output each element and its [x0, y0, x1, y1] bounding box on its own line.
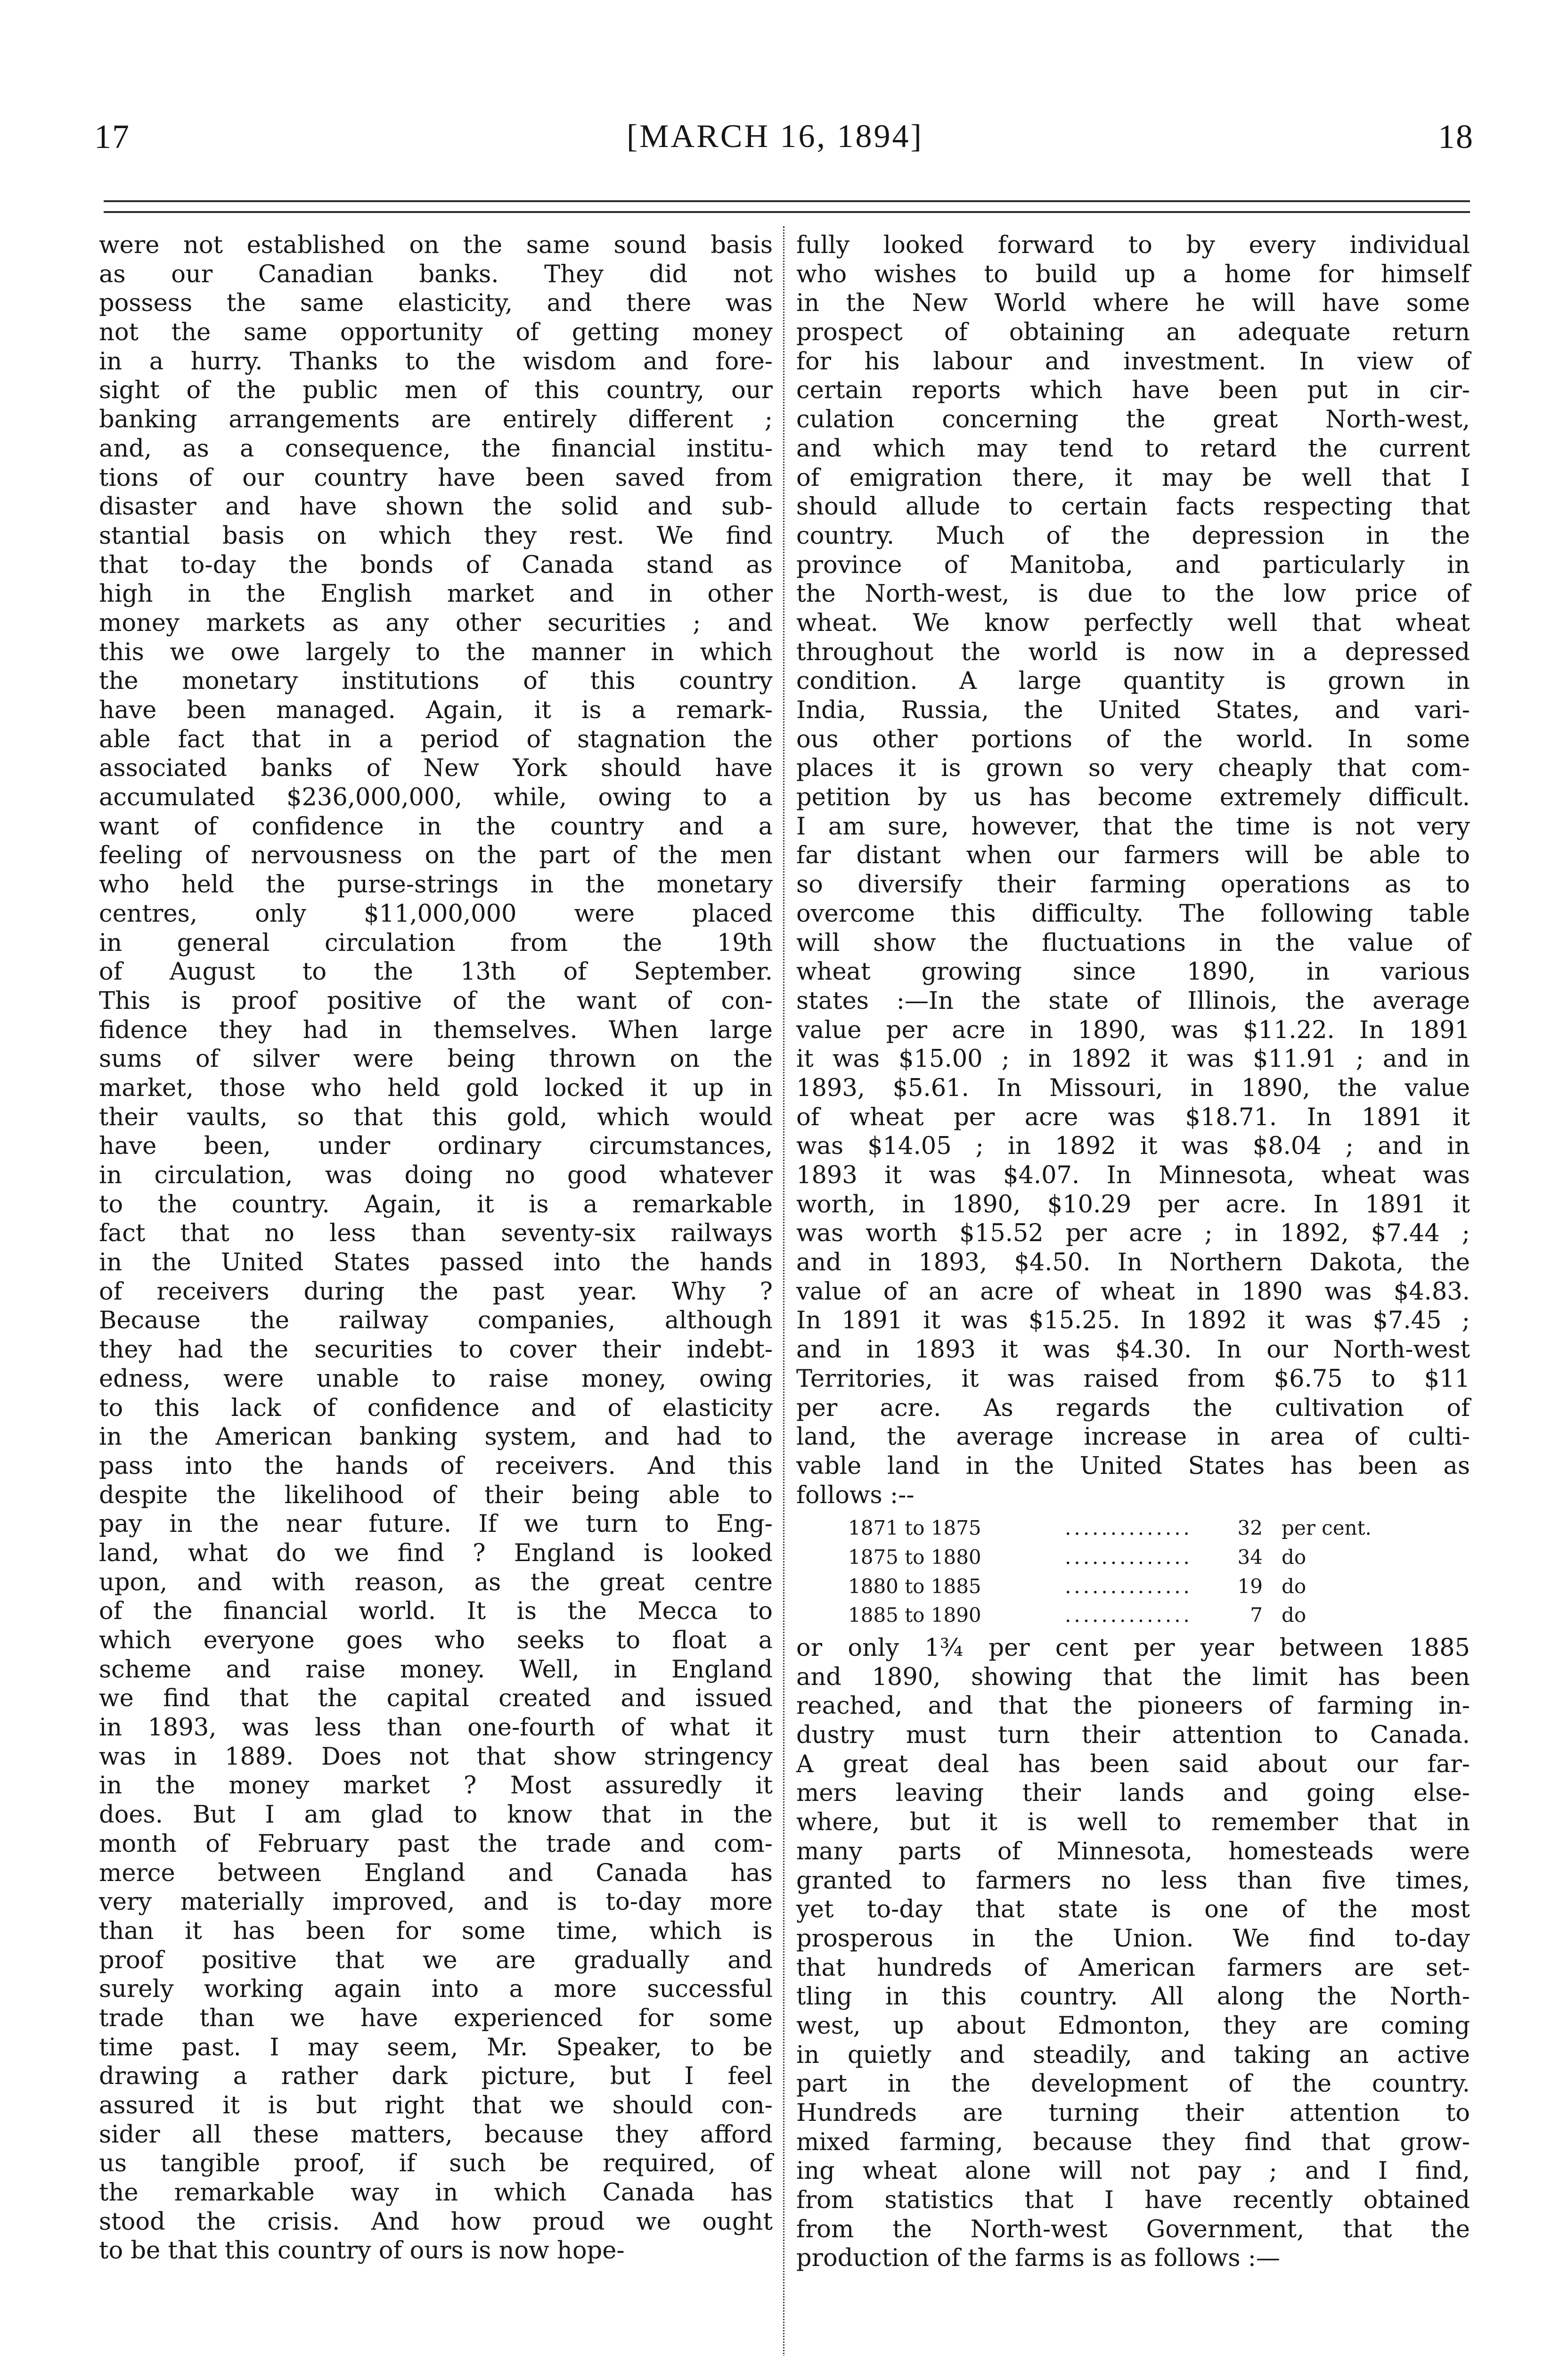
table-value: 19: [1237, 1574, 1263, 1598]
text-line: feeling of nervousness on the part of the men: [99, 842, 773, 870]
text-line: high in the English market and in other: [99, 580, 773, 608]
text-line: they had the securities to cover their indebt-: [99, 1336, 773, 1364]
table-unit: do: [1282, 1603, 1307, 1627]
text-line: the monetary institutions of this country: [99, 667, 773, 695]
text-line: centres, only $11,000,000 were placed: [99, 900, 773, 928]
text-line: follows :--: [796, 1481, 915, 1509]
text-line: mixed farming, because they find that grow-: [796, 2128, 1470, 2156]
text-line: market, those who held gold locked it up in: [99, 1074, 773, 1102]
page-header: [0, 118, 1568, 160]
text-line: and in 1893, $4.50. In Northern Dakota, the: [796, 1249, 1470, 1277]
text-line: sight of the public men of this country, our: [99, 376, 773, 405]
text-line: culation concerning the great North-west,: [796, 406, 1470, 434]
table-leader-dots: ..............: [1065, 1516, 1192, 1540]
text-line: sider all these matters, because they afford: [99, 2120, 773, 2149]
table-row: [848, 1543, 1470, 1572]
table-unit: do: [1282, 1574, 1307, 1598]
text-line: associated banks of New York should have: [99, 754, 773, 783]
text-line: will show the fluctuations in the value of: [796, 929, 1470, 957]
table-period: 1875 to 1880: [848, 1545, 981, 1569]
text-line: prospect of obtaining an adequate return: [796, 319, 1470, 347]
text-line: throughout the world is now in a depressed: [796, 638, 1470, 666]
text-line: want of confidence in the country and a: [99, 812, 773, 841]
text-line: to the country. Again, it is a remarkable: [99, 1190, 773, 1219]
table-period: 1885 to 1890: [848, 1603, 981, 1627]
text-line: wheat growing since 1890, in various: [796, 958, 1470, 986]
text-line: Hundreds are turning their attention to: [796, 2099, 1470, 2127]
text-line: for his labour and investment. In view of: [796, 347, 1470, 376]
header-rule-top: [104, 200, 1470, 202]
text-line: able fact that in a period of stagnation the: [99, 725, 773, 753]
text-line: in the New World where he will have some: [796, 289, 1470, 318]
text-line: in circulation, was doing no good whatever: [99, 1162, 773, 1189]
text-line: province of Manitoba, and particularly in: [796, 551, 1470, 579]
page-number-left: 17: [94, 118, 130, 155]
text-line: as our Canadian banks. They did not: [99, 260, 773, 288]
text-line: and in 1893 it was $4.30. In our North-west: [796, 1336, 1470, 1364]
table-period: 1871 to 1875: [848, 1516, 981, 1540]
text-line: sums of silver were being thrown on the: [99, 1045, 773, 1073]
text-line: tling in this country. All along the North-: [796, 1983, 1470, 2011]
text-line: surely working again into a more successful: [99, 1975, 773, 2004]
right-column-bottom-text: [796, 1634, 1470, 2273]
text-line: scheme and raise money. Well, in England: [99, 1655, 773, 1684]
page-number-right: 18: [1438, 118, 1474, 155]
text-line: it was $15.00 ; in 1892 it was $11.91 ; and in: [796, 1045, 1470, 1073]
table-row: [848, 1601, 1470, 1630]
text-line: was in 1889. Does not that show stringency: [99, 1742, 773, 1771]
text-line: the remarkable way in which Canada has: [99, 2179, 773, 2207]
text-line: In 1891 it was $15.25. In 1892 it was $7.45 ;: [796, 1307, 1470, 1335]
text-line: ing wheat alone will not pay ; and I find,: [796, 2157, 1470, 2185]
text-line: edness, were unable to raise money, owing: [99, 1365, 773, 1393]
text-line: than it has been for some time, which is: [99, 1917, 773, 1945]
text-line: production of the farms is as follows :—: [796, 2244, 1280, 2273]
table-row: [848, 1572, 1470, 1601]
text-line: certain reports which have been put in cir-: [796, 376, 1470, 405]
text-line: accumulated $236,000,000, while, owing to a: [99, 784, 773, 812]
text-line: we find that the capital created and issued: [99, 1685, 773, 1713]
text-line: tions of our country have been saved from: [99, 464, 773, 492]
text-line: and, as a consequence, the financial institu-: [99, 434, 773, 463]
text-line: per acre. As regards the cultivation of: [796, 1394, 1470, 1422]
text-line: land, what do we find ? England is looked: [99, 1539, 773, 1567]
text-line: from statistics that I have recently obtained: [796, 2186, 1470, 2215]
text-line: that hundreds of American farmers are set-: [796, 1954, 1470, 1982]
text-line: 1893 it was $4.07. In Minnesota, wheat was: [796, 1162, 1470, 1189]
table-value: 34: [1237, 1545, 1263, 1569]
text-line: of receivers during the past year. Why ?: [99, 1277, 773, 1306]
text-line: I am sure, however, that the time is not very: [796, 812, 1470, 841]
text-line: This is proof positive of the want of con-: [99, 987, 773, 1015]
text-line: which everyone goes who seeks to float a: [99, 1627, 773, 1654]
text-line: was worth $15.52 per acre ; in 1892, $7.44 ;: [796, 1219, 1470, 1248]
text-line: of the financial world. It is the Mecca to: [99, 1597, 773, 1626]
text-line: mers leaving their lands and going else-: [796, 1779, 1470, 1808]
text-line: wheat. We know perfectly well that wheat: [796, 609, 1470, 637]
table-value: 32: [1237, 1516, 1263, 1540]
text-line: disaster and have shown the solid and sub-: [99, 493, 773, 521]
text-line: their vaults, so that this gold, which would: [99, 1103, 773, 1131]
text-line: so diversify their farming operations as to: [796, 871, 1470, 899]
text-line: drawing a rather dark picture, but I feel: [99, 2062, 773, 2091]
text-line: stood the crisis. And how proud we ought: [99, 2208, 773, 2236]
text-line: month of February past the trade and com-: [99, 1830, 773, 1858]
text-line: Territories, it was raised from $6.75 to $11: [796, 1365, 1470, 1393]
text-line: in the United States passed into the hands: [99, 1249, 773, 1277]
table-leader-dots: ..............: [1065, 1574, 1192, 1598]
text-line: in quietly and steadily, and taking an active: [796, 2041, 1470, 2069]
text-line: fidence they had in themselves. When large: [99, 1016, 773, 1044]
text-line: that to-day the bonds of Canada stand as: [99, 551, 773, 579]
text-line: where, but it is well to remember that in: [796, 1808, 1470, 1837]
text-line: in 1893, was less than one-fourth of what it: [99, 1714, 773, 1742]
text-line: ous other portions of the world. In some: [796, 725, 1470, 753]
text-line: yet to-day that state is one of the most: [796, 1896, 1470, 1924]
text-line: and which may tend to retard the current: [796, 434, 1470, 463]
text-line: country. Much of the depression in the: [796, 522, 1470, 550]
left-column: [99, 231, 773, 2266]
text-line: the North-west, is due to the low price of: [796, 580, 1470, 608]
text-line: was $14.05 ; in 1892 it was $8.04 ; and in: [796, 1132, 1470, 1161]
text-line: money markets as any other securities ; and: [99, 609, 773, 637]
text-line: worth, in 1890, $10.29 per acre. In 1891 it: [796, 1190, 1470, 1219]
text-line: trade than we have experienced for some: [99, 2004, 773, 2032]
text-line: states :—In the state of Illinois, the average: [796, 987, 1470, 1015]
text-line: value per acre in 1890, was $11.22. In 1891: [796, 1016, 1470, 1044]
text-line: us tangible proof, if such be required, of: [99, 2150, 773, 2178]
text-line: pay in the near future. If we turn to Eng-: [99, 1510, 773, 1538]
text-line: to this lack of confidence and of elasticity: [99, 1394, 773, 1422]
text-line: who held the purse-strings in the monetary: [99, 871, 773, 899]
text-line: despite the likelihood of their being able to: [99, 1481, 773, 1509]
text-line: who wishes to build up a home for himself: [796, 260, 1470, 288]
header-date: [MARCH 16, 1894]: [627, 118, 923, 155]
text-line: fully looked forward to by every individual: [796, 231, 1470, 259]
text-line: should allude to certain facts respecting that: [796, 493, 1470, 521]
text-line: part in the development of the country.: [796, 2070, 1470, 2098]
text-line: were not established on the same sound basis: [99, 231, 773, 259]
table-unit: do: [1282, 1545, 1307, 1569]
text-line: from the North-west Government, that the: [796, 2215, 1470, 2243]
text-line: many parts of Minnesota, homesteads were: [796, 1837, 1470, 1865]
text-line: banking arrangements are entirely different ;: [99, 406, 773, 434]
text-line: west, up about Edmonton, they are coming: [796, 2012, 1470, 2040]
table-period: 1880 to 1885: [848, 1574, 981, 1598]
text-line: vable land in the United States has been as: [796, 1452, 1470, 1480]
text-line: in the American banking system, and had to: [99, 1423, 773, 1451]
table-row: [848, 1513, 1470, 1543]
right-column: [796, 231, 1470, 2273]
text-line: of August to the 13th of September.: [99, 958, 773, 986]
text-line: in general circulation from the 19th: [99, 929, 773, 957]
text-line: petition by us has become extremely difficult.: [796, 784, 1470, 812]
text-line: time past. I may seem, Mr. Speaker, to be: [99, 2033, 773, 2062]
text-line: overcome this difficulty. The following table: [796, 900, 1470, 928]
text-line: 1893, $5.61. In Missouri, in 1890, the value: [796, 1074, 1470, 1102]
table-leader-dots: ..............: [1065, 1545, 1192, 1569]
text-line: of emigration there, it may be well that I: [796, 464, 1470, 492]
text-line: in the money market ? Most assuredly it: [99, 1772, 773, 1800]
text-line: to be that this country of ours is now hope-: [99, 2237, 625, 2265]
text-line: very materially improved, and is to-day more: [99, 1888, 773, 1916]
text-line: value of an acre of wheat in 1890 was $4.83.: [796, 1277, 1470, 1306]
text-line: of wheat per acre was $18.71. In 1891 it: [796, 1103, 1470, 1131]
header-rule-bottom: [104, 211, 1470, 213]
text-line: have been managed. Again, it is a remark-: [99, 696, 773, 724]
text-line: granted to farmers no less than five times,: [796, 1866, 1470, 1895]
text-line: reached, and that the pioneers of farming in-: [796, 1692, 1470, 1720]
text-line: have been, under ordinary circumstances,: [99, 1132, 773, 1161]
text-line: assured it is but right that we should con-: [99, 2092, 773, 2119]
table-leader-dots: ..............: [1065, 1603, 1192, 1627]
text-line: condition. A large quantity is grown in: [796, 667, 1470, 695]
text-line: prosperous in the Union. We find to-day: [796, 1924, 1470, 1953]
text-line: dustry must turn their attention to Canada.: [796, 1721, 1470, 1750]
text-line: merce between England and Canada has: [99, 1859, 773, 1887]
text-line: pass into the hands of receivers. And this: [99, 1452, 773, 1480]
text-line: Because the railway companies, although: [99, 1307, 773, 1335]
cultivation-increase-table: [796, 1513, 1470, 1630]
text-line: this we owe largely to the manner in which: [99, 638, 773, 666]
column-divider: [783, 226, 784, 2356]
text-line: fact that no less than seventy-six railways: [99, 1219, 773, 1248]
table-value: 7: [1250, 1603, 1263, 1627]
right-column-top-text: [796, 231, 1470, 1510]
text-line: India, Russia, the United States, and vari-: [796, 696, 1470, 724]
text-line: and 1890, showing that the limit has been: [796, 1663, 1470, 1691]
text-line: A great deal has been said about our far-: [796, 1750, 1470, 1778]
table-unit: per cent.: [1282, 1516, 1372, 1540]
text-line: or only 1¾ per cent per year between 1885: [796, 1634, 1470, 1662]
text-line: does. But I am glad to know that in the: [99, 1801, 773, 1829]
text-line: proof positive that we are gradually and: [99, 1946, 773, 1974]
text-line: upon, and with reason, as the great centre: [99, 1568, 773, 1596]
text-line: far distant when our farmers will be able to: [796, 842, 1470, 870]
text-line: in a hurry. Thanks to the wisdom and fore-: [99, 347, 773, 376]
text-line: places it is grown so very cheaply that com-: [796, 754, 1470, 783]
text-line: stantial basis on which they rest. We find: [99, 522, 773, 550]
text-line: not the same opportunity of getting money: [99, 319, 773, 347]
text-line: possess the same elasticity, and there was: [99, 289, 773, 318]
text-line: land, the average increase in area of culti-: [796, 1423, 1470, 1451]
